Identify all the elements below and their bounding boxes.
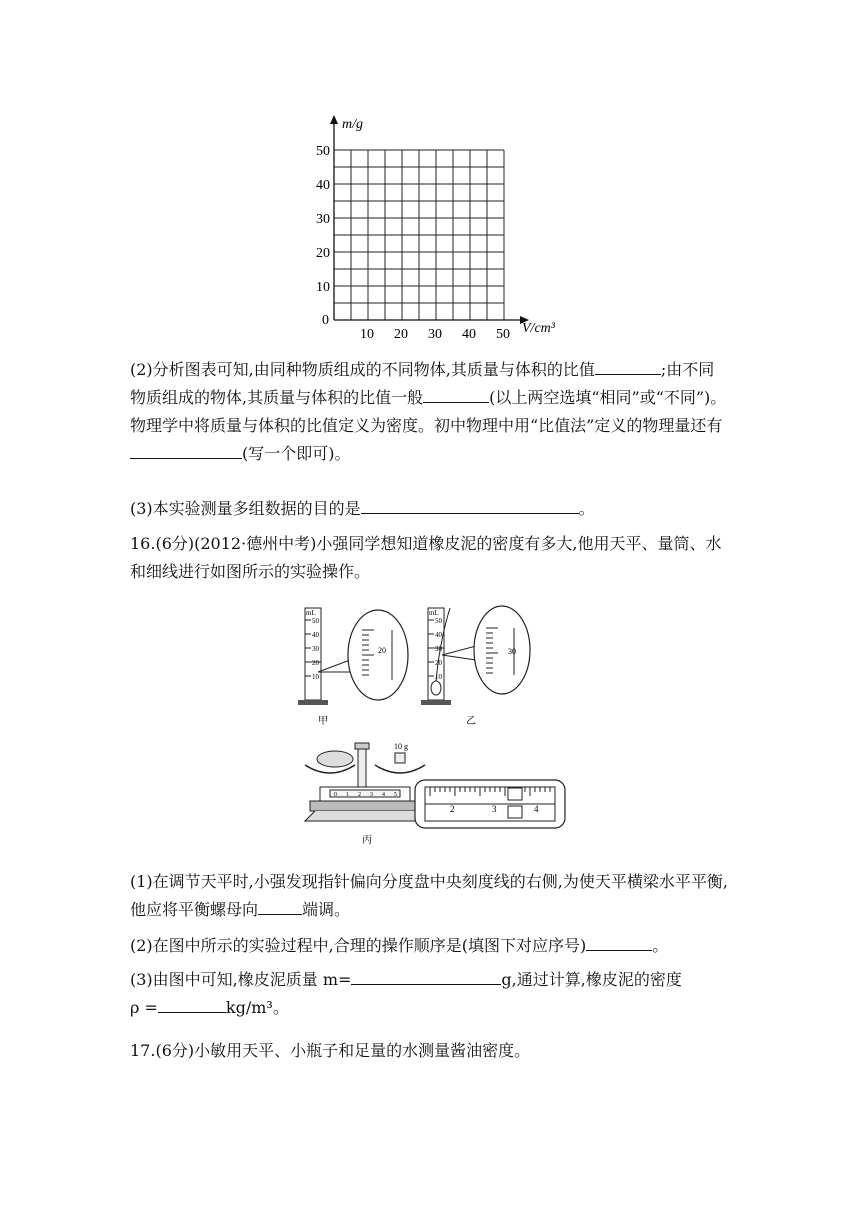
- p3-text-2: g,通过计算,橡皮泥的密度: [501, 970, 682, 989]
- q3-text-2: 。: [578, 499, 595, 518]
- q2-text-4: (写一个即可)。: [242, 444, 351, 463]
- scale-tick-label: 3: [492, 804, 497, 814]
- question-3: [130, 495, 730, 523]
- scale-tick-label: 4: [534, 804, 539, 814]
- x-tick-label: 50: [496, 327, 510, 340]
- y-tick-label: 10: [316, 280, 330, 295]
- y-tick-label: 20: [316, 246, 330, 261]
- sub-question-1: [130, 868, 730, 924]
- svg-text:mL: mL: [306, 609, 316, 617]
- p3-text-1: (3)由图中可知,橡皮泥质量 m=: [130, 970, 352, 989]
- cylinder-tick-label: 40: [312, 631, 319, 639]
- cylinder-tick-label: 20: [435, 659, 442, 667]
- p1-text-1: (1)在调节天平时,小强发现指针偏向分度盘中央刻度线的右侧,为使天平横梁水平平衡,他应将平衡螺母向: [130, 872, 728, 919]
- x-tick-label: 20: [394, 327, 408, 340]
- scale-tick-label: 2: [450, 804, 455, 814]
- question-16: [130, 530, 730, 586]
- y-tick-label: 40: [316, 178, 330, 193]
- p1-text-2: 端调。: [302, 900, 351, 919]
- beam-tick-label: 0: [334, 792, 337, 798]
- origin-label: 0: [322, 313, 329, 328]
- beam-tick-label: 4: [382, 792, 385, 798]
- p2-text-2: 。: [652, 936, 669, 955]
- y-tick-label: 30: [316, 212, 330, 227]
- x-tick-label: 40: [462, 327, 476, 340]
- y-tick-label: 50: [316, 144, 330, 159]
- label-yi: 乙: [466, 716, 476, 727]
- answer-blank[interactable]: [258, 896, 302, 915]
- cylinder-tick-label: 50: [435, 617, 442, 625]
- answer-blank[interactable]: [595, 356, 661, 375]
- graduated-cylinder-figure: [290, 600, 560, 730]
- q2-text-2: ;由不同物质组成的物体,其质量与体积的比值一般: [130, 360, 715, 407]
- beam-tick-label: 3: [370, 792, 373, 798]
- sub-question-3: [130, 966, 730, 1022]
- q2-text-3: (以上两空选填“相同”或“不同”)。物理学中将质量与体积的比值定义为密度。初中物理中用“比值法”定义的物理量还有: [130, 388, 727, 435]
- cylinder-tick-label: 40: [435, 631, 442, 639]
- beam-tick-label: 1: [346, 792, 349, 798]
- question-2: [130, 356, 730, 468]
- x-tick-label: 30: [428, 327, 442, 340]
- cylinder-tick-label: 10: [312, 673, 319, 681]
- answer-blank[interactable]: [130, 440, 242, 459]
- beam-tick-label: 2: [358, 792, 361, 798]
- p3-text-3: ρ =: [130, 998, 158, 1017]
- p2-text-1: (2)在图中所示的实验过程中,合理的操作顺序是(填图下对应序号): [130, 936, 587, 955]
- cylinder-tick-label: 50: [312, 617, 319, 625]
- answer-blank[interactable]: [423, 384, 489, 403]
- answer-blank[interactable]: [351, 966, 501, 985]
- zoom-a-value: 20: [378, 646, 386, 655]
- y-axis-label: m/g: [342, 117, 363, 132]
- zoom-b-value: 30: [508, 647, 516, 656]
- question-17: [130, 1037, 730, 1065]
- x-tick-label: 10: [360, 327, 374, 340]
- mass-volume-grid: [300, 110, 590, 340]
- balance-figure: [300, 735, 570, 855]
- answer-blank[interactable]: [158, 994, 226, 1013]
- cylinder-a: [298, 608, 328, 705]
- cylinder-tick-label: 30: [312, 645, 319, 653]
- balance: [305, 743, 425, 821]
- q3-text-1: (3)本实验测量多组数据的目的是: [130, 499, 361, 518]
- cylinder-tick-label: 30: [435, 645, 442, 653]
- beam-tick-label: 5: [394, 792, 397, 798]
- svg-text:mL: mL: [429, 609, 439, 617]
- x-axis-label: V/cm³: [522, 321, 555, 336]
- sub-question-2: [130, 932, 730, 960]
- label-bing: 丙: [362, 835, 372, 846]
- p3-text-4: kg/m³。: [225, 998, 289, 1017]
- cylinder-tick-label: 20: [312, 659, 319, 667]
- cylinder-tick-label: 10: [435, 673, 442, 681]
- q16-text: 16.(6分)(2012·德州中考)小强同学想知道橡皮泥的密度有多大,他用天平、量筒、水和细线进行如图所示的实验操作。: [130, 534, 722, 581]
- answer-blank[interactable]: [586, 932, 652, 951]
- answer-blank[interactable]: [361, 495, 579, 514]
- weight-label: 10 g: [394, 742, 408, 751]
- q17-text: 17.(6分)小敏用天平、小瓶子和足量的水测量酱油密度。: [130, 1041, 531, 1060]
- label-jia: 甲: [318, 716, 328, 727]
- cylinder-b: [421, 608, 451, 705]
- q2-text-1: (2)分析图表可知,由同种物质组成的不同物体,其质量与体积的比值: [130, 360, 595, 379]
